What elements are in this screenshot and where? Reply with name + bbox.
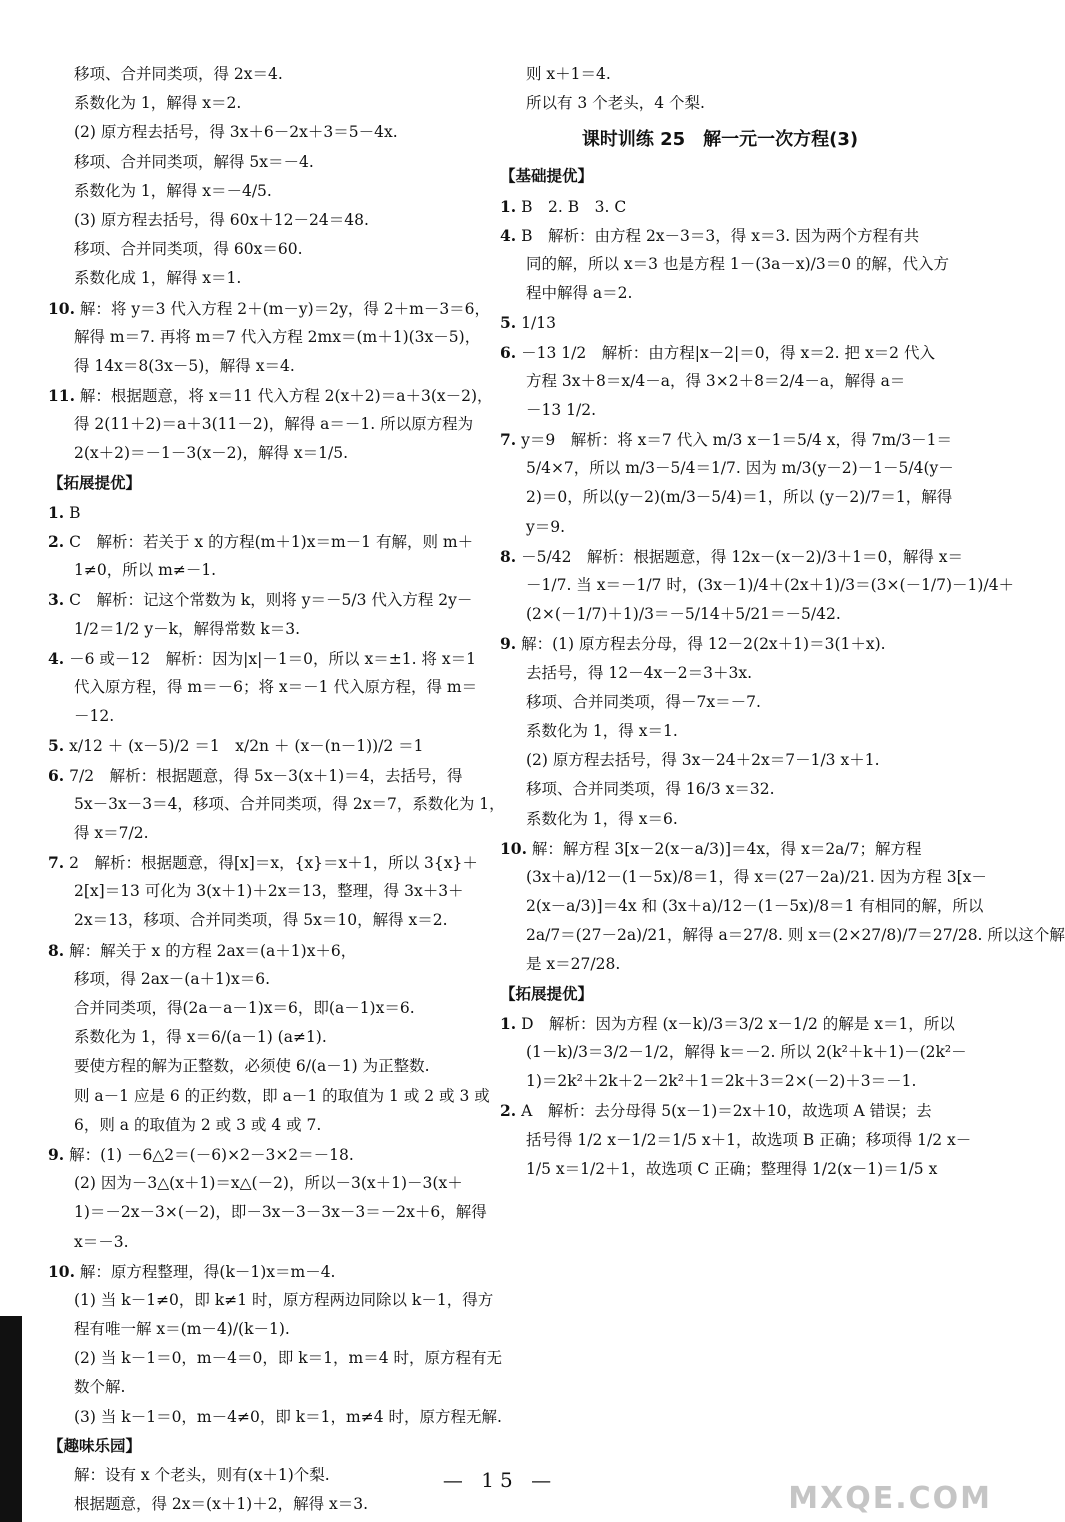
section-heading: 【基础提优】 bbox=[500, 167, 594, 186]
line-text: 解：解方程 3[x－2(x－a/3)]＝4x，得 x＝2a/7；解方程 bbox=[531, 839, 922, 858]
left-line bbox=[48, 1198, 485, 1227]
left-line bbox=[48, 819, 485, 848]
line-text: 5/4×7，所以 m/3－5/4＝1/7. 因为 m/3(y－2)－1－5/4(y－ bbox=[526, 459, 954, 478]
left-line bbox=[48, 498, 485, 527]
right-line bbox=[500, 921, 1065, 950]
line-text: 2(x－a/3)]＝4x 和 (3x＋a)/12－(1－5x)/8＝1 有相同的解，所以 bbox=[526, 897, 984, 916]
left-line bbox=[48, 118, 485, 147]
line-text: 2 解析：根据题意，得[x]＝x，{x}＝x＋1，所以 3{x}＋ bbox=[69, 854, 478, 873]
right-line bbox=[500, 746, 940, 775]
line-text: (2) 原方程去括号，得 3x＋6－2x＋3＝5－4x. bbox=[74, 123, 398, 142]
question-number: 1. bbox=[500, 1013, 517, 1033]
right-line bbox=[500, 338, 940, 367]
line-text: x＝－3. bbox=[74, 1232, 129, 1251]
left-line bbox=[48, 439, 485, 468]
right-line bbox=[500, 571, 1015, 600]
left-line bbox=[48, 89, 485, 118]
right-line bbox=[500, 717, 940, 746]
line-text: 2(x＋2)＝－1－3(x－2)，解得 x＝1/5. bbox=[74, 444, 349, 463]
question-number: 1. bbox=[48, 502, 65, 522]
line-text: 得 2(11＋2)＝a＋3(11－2)，解得 a＝－1. 所以原方程为 bbox=[74, 415, 474, 434]
left-line bbox=[48, 702, 485, 731]
line-text: －6 或－12 解析：因为|x|－1＝0，所以 x＝±1. 将 x＝1 bbox=[69, 649, 476, 668]
line-text: (1) 当 k－1≠0，即 k≠1 时，原方程两边同除以 k－1，得方 bbox=[74, 1290, 494, 1309]
right-line bbox=[500, 425, 952, 454]
line-text: 解：根据题意，将 x＝11 代入方程 2(x＋2)＝a＋3(x－2)， bbox=[79, 387, 493, 406]
line-text: y＝9 解析：将 x＝7 代入 m/3 x－1＝5/4 x，得 7m/3－1＝ bbox=[521, 431, 952, 450]
line-text: 则 a－1 应是 6 的正约数，即 a－1 的取值为 1 或 2 或 3 或 bbox=[74, 1086, 490, 1105]
question-number: 10. bbox=[500, 838, 527, 858]
line-text: 5x－3x－3＝4，移项、合并同类项，得 2x＝7，系数化为 1， bbox=[74, 794, 505, 813]
left-line bbox=[48, 1490, 485, 1519]
right-line bbox=[500, 1067, 940, 1096]
left-line bbox=[48, 556, 485, 585]
line-text: 同的解，所以 x＝3 也是方程 1－(3a－x)/3＝0 的解，代入方 bbox=[526, 254, 950, 273]
left-line bbox=[48, 761, 485, 790]
right-line bbox=[500, 513, 940, 542]
line-text: C 解析：若关于 x 的方程(m＋1)x＝m－1 有解，则 m＋ bbox=[69, 533, 474, 551]
line-text: 2[x]＝13 可化为 3(x＋1)＋2x＝13，整理，得 3x＋3＋ bbox=[74, 882, 464, 901]
left-line bbox=[48, 848, 485, 877]
left-line bbox=[48, 323, 485, 352]
line-text: －13 1/2. bbox=[526, 400, 597, 419]
section-heading: 【拓展提优】 bbox=[500, 984, 594, 1003]
line-text: 6，则 a 的取值为 2 或 3 或 4 或 7. bbox=[74, 1115, 322, 1134]
question-number: 9. bbox=[500, 634, 517, 654]
left-line bbox=[48, 644, 485, 673]
line-text: 括号得 1/2 x－1/2＝1/5 x＋1，故选项 B 正确；移项得 1/2 x－ bbox=[526, 1130, 972, 1149]
line-text: －1/7. 当 x＝－1/7 时，(3x－1)/4＋(2x＋1)/3＝(3×(－1/7)－1)/4＋ bbox=[526, 576, 1015, 594]
question-number: 1. bbox=[500, 196, 517, 216]
right-line bbox=[500, 1126, 972, 1155]
left-line bbox=[48, 936, 485, 965]
right-line bbox=[500, 775, 940, 804]
right-line bbox=[500, 892, 984, 921]
line-text: －12. bbox=[74, 707, 115, 726]
question-number: 10. bbox=[48, 298, 75, 318]
line-text: 合并同类项，得(2a－a－1)x＝6，即(a－1)x＝6. bbox=[74, 999, 415, 1017]
right-line bbox=[500, 454, 954, 483]
line-text: 得 14x＝8(3x－5)，解得 x＝4. bbox=[74, 356, 295, 375]
line-text: 解：解关于 x 的方程 2ax＝(a＋1)x＋6， bbox=[69, 941, 357, 960]
line-text: 要使方程的解为正整数，必须使 6/(a－1) 为正整数. bbox=[74, 1057, 430, 1076]
page-number: — 15 — bbox=[442, 1468, 558, 1492]
line-text: 则 x＋1＝4. bbox=[526, 65, 611, 83]
left-line bbox=[48, 673, 485, 702]
right-line bbox=[500, 308, 940, 337]
line-text: 移项、合并同类项，得 60x＝60. bbox=[74, 240, 303, 259]
right-line bbox=[500, 659, 940, 688]
watermark: MXQE.COM bbox=[788, 1481, 992, 1516]
line-text: D 解析：因为方程 (x－k)/3＝3/2 x－1/2 的解是 x＝1，所以 bbox=[521, 1014, 955, 1033]
line-text: (3) 原方程去括号，得 60x＋12－24＝48. bbox=[74, 210, 369, 229]
left-line bbox=[48, 1315, 485, 1344]
left-line bbox=[48, 381, 493, 410]
line-text: C 解析：记这个常数为 k，则将 y＝－5/3 代入方程 2y－ bbox=[69, 591, 473, 610]
left-line bbox=[48, 877, 485, 906]
left-line bbox=[48, 235, 485, 264]
question-number: 10. bbox=[48, 1261, 75, 1281]
left-line bbox=[48, 1169, 485, 1198]
line-text: 系数化为 1，解得 x＝－4/5. bbox=[74, 181, 272, 200]
left-line bbox=[48, 1140, 485, 1169]
left-line bbox=[48, 527, 485, 556]
line-text: 去括号，得 12－4x－2＝3＋3x. bbox=[526, 663, 753, 682]
line-text: (1－k)/3＝3/2－1/2，解得 k＝－2. 所以 2(k²＋k＋1)－(2k²－ bbox=[526, 1043, 967, 1061]
line-text: 是 x＝27/28. bbox=[526, 955, 621, 974]
question-number: 7. bbox=[500, 430, 517, 450]
line-text: (2) 原方程去括号，得 3x－24＋2x＝7－1/3 x＋1. bbox=[526, 751, 880, 770]
line-text: 系数化成 1，解得 x＝1. bbox=[74, 269, 242, 288]
line-text: B 2. B 3. C bbox=[521, 197, 627, 216]
line-text: 程有唯一解 x＝(m－4)/(k－1). bbox=[74, 1320, 290, 1339]
line-text: 1)＝2k²＋2k＋2－2k²＋1＝2k＋3＝2×(－2)＋3＝－1. bbox=[526, 1072, 917, 1091]
left-line bbox=[48, 1023, 485, 1052]
right-line bbox=[500, 279, 940, 308]
right-line bbox=[500, 688, 940, 717]
left-line bbox=[48, 790, 505, 819]
line-text: 2x＝13，移项、合并同类项，得 5x＝10，解得 x＝2. bbox=[74, 911, 448, 930]
line-text: (3x＋a)/12－(1－5x)/8＝1，得 x＝(27－2a)/21. 因为方程 3[x－ bbox=[526, 867, 987, 886]
line-text: B 解析：由方程 2x－3＝3，得 x＝3. 因为两个方程有共 bbox=[521, 226, 920, 245]
left-line bbox=[48, 206, 485, 235]
section-heading: 【趣味乐园】 bbox=[48, 1436, 142, 1455]
left-line bbox=[48, 1286, 494, 1315]
section-heading: 【拓展提优】 bbox=[48, 473, 142, 492]
right-line bbox=[500, 60, 940, 89]
question-number: 4. bbox=[500, 225, 517, 245]
line-text: 代入原方程，得 m＝－6；将 x＝－1 代入原方程，得 m＝ bbox=[74, 677, 478, 696]
line-text: 所以有 3 个老头，4 个梨. bbox=[526, 94, 705, 113]
line-text: 系数化为 1，得 x＝6/(a－1) (a≠1). bbox=[74, 1028, 327, 1047]
right-line bbox=[500, 542, 963, 571]
question-number: 2. bbox=[500, 1101, 517, 1121]
left-line bbox=[48, 264, 485, 293]
left-column bbox=[48, 60, 505, 1519]
right-line bbox=[500, 396, 940, 425]
line-text: B bbox=[69, 503, 81, 522]
line-text: 得 x＝7/2. bbox=[74, 823, 149, 842]
question-number: 9. bbox=[48, 1144, 65, 1164]
right-column bbox=[500, 60, 1065, 1184]
line-text: 解：(1) －6△2＝(－6)×2－3×2＝－18. bbox=[69, 1145, 354, 1164]
line-text: 解：(1) 原方程去分母，得 12－2(2x＋1)＝3(1＋x). bbox=[521, 635, 886, 654]
line-text: 解：原方程整理，得(k－1)x＝m－4. bbox=[79, 1262, 336, 1281]
left-line bbox=[48, 731, 485, 760]
left-line bbox=[48, 60, 485, 89]
line-text: －13 1/2 解析：由方程|x－2|＝0，得 x＝2. 把 x＝2 代入 bbox=[521, 343, 935, 362]
right-line bbox=[500, 192, 940, 221]
right-line bbox=[500, 1038, 967, 1067]
right-line bbox=[500, 834, 940, 863]
right-line bbox=[500, 950, 940, 979]
left-line bbox=[48, 410, 485, 439]
line-text: y＝9. bbox=[526, 517, 566, 536]
right-line bbox=[500, 367, 940, 396]
line-text: x/12 ＋ (x－5)/2 ＝1 x/2n ＋ (x－(n－1))/2 ＝1 bbox=[69, 737, 424, 756]
line-text: 解：将 y＝3 代入方程 2＋(m－y)＝2y，得 2＋m－3＝6， bbox=[79, 299, 491, 318]
line-text: 移项、合并同类项，得 2x＝4. bbox=[74, 65, 283, 83]
left-line bbox=[48, 994, 485, 1023]
question-number: 5. bbox=[48, 736, 65, 756]
question-number: 7. bbox=[48, 853, 65, 873]
line-text: 移项、合并同类项，得－7x＝－7. bbox=[526, 692, 761, 711]
left-line bbox=[48, 177, 485, 206]
line-text: 7/2 解析：根据题意，得 5x－3(x＋1)＝4，去括号，得 bbox=[69, 766, 463, 785]
right-line bbox=[500, 89, 940, 118]
question-number: 3. bbox=[48, 590, 65, 610]
line-text: 1)＝－2x－3×(－2)，即－3x－3－3x－3＝－2x＋6，解得 bbox=[74, 1203, 487, 1222]
left-line bbox=[48, 1111, 485, 1140]
line-text: (3) 当 k－1＝0，m－4≠0，即 k＝1，m≠4 时，原方程无解. bbox=[74, 1407, 502, 1426]
line-text: 移项、合并同类项，解得 5x＝－4. bbox=[74, 152, 314, 171]
question-number: 5. bbox=[500, 313, 517, 333]
line-text: 1/13 bbox=[521, 314, 556, 333]
question-number: 8. bbox=[48, 940, 65, 960]
line-text: 根据题意，得 2x＝(x＋1)＋2，解得 x＝3. bbox=[74, 1495, 369, 1514]
line-text: 系数化为 1，解得 x＝2. bbox=[74, 94, 242, 113]
line-text: (2×(－1/7)＋1)/3＝－5/14＋5/21＝－5/42. bbox=[526, 605, 841, 624]
line-text: (2) 因为－3△(x＋1)＝x△(－2)，所以－3(x＋1)－3(x＋ bbox=[74, 1174, 463, 1193]
line-text: 2a/7＝(27－2a)/21，解得 a＝27/8. 则 x＝(2×27/8)/7＝27/28. 所以这个解 bbox=[526, 926, 1065, 945]
line-text: 1/5 x＝1/2＋1，故选项 C 正确；整理得 1/2(x－1)＝1/5 x bbox=[526, 1159, 938, 1178]
line-text: 1/2＝1/2 y－k，解得常数 k＝3. bbox=[74, 619, 301, 638]
left-line bbox=[48, 1082, 490, 1111]
line-text: (2) 当 k－1＝0，m－4＝0，即 k＝1，m＝4 时，原方程有无 bbox=[74, 1349, 503, 1368]
line-text: 数个解. bbox=[74, 1378, 126, 1397]
line-text: 解：设有 x 个老头，则有(x＋1)个梨. bbox=[74, 1466, 330, 1484]
line-text: 系数化为 1，得 x＝6. bbox=[526, 809, 678, 828]
line-text: 2)＝0，所以(y－2)(m/3－5/4)＝1，所以 (y－2)/7＝1，解得 bbox=[526, 488, 953, 507]
line-text: 方程 3x＋8＝x/4－a，得 3×2＋8＝2/4－a，解得 a＝ bbox=[526, 371, 906, 390]
left-line bbox=[48, 1228, 485, 1257]
left-line bbox=[48, 1373, 485, 1402]
left-line bbox=[48, 148, 485, 177]
left-line bbox=[48, 1403, 502, 1432]
right-line bbox=[500, 629, 940, 658]
question-number: 6. bbox=[48, 765, 65, 785]
right-line bbox=[500, 483, 953, 512]
line-text: 系数化为 1，得 x＝1. bbox=[526, 721, 678, 740]
line-text: 移项、合并同类项，得 16/3 x＝32. bbox=[526, 780, 775, 799]
line-text: 移项，得 2ax－(a＋1)x＝6. bbox=[74, 969, 270, 988]
right-line bbox=[500, 250, 950, 279]
question-number: 4. bbox=[48, 648, 65, 668]
right-line bbox=[500, 1155, 940, 1184]
left-line bbox=[48, 965, 485, 994]
left-line bbox=[48, 1344, 503, 1373]
line-text: 1≠0，所以 m≠－1. bbox=[74, 561, 217, 580]
lesson-title: 课时训练 25 解一元一次方程(3) bbox=[581, 129, 859, 151]
right-line bbox=[500, 863, 987, 892]
line-text: 程中解得 a＝2. bbox=[526, 284, 633, 303]
question-number: 8. bbox=[500, 546, 517, 566]
right-line bbox=[500, 805, 940, 834]
left-line bbox=[48, 615, 485, 644]
left-line bbox=[48, 352, 485, 381]
right-line bbox=[500, 600, 940, 629]
right-line bbox=[500, 1096, 940, 1125]
question-number: 11. bbox=[48, 386, 75, 406]
right-line bbox=[500, 1009, 955, 1038]
line-text: A 解析：去分母得 5(x－1)＝2x＋10，故选项 A 错误；去 bbox=[521, 1102, 932, 1121]
left-line bbox=[48, 906, 485, 935]
left-line bbox=[48, 1052, 485, 1081]
line-text: －5/42 解析：根据题意，得 12x－(x－2)/3＋1＝0，解得 x＝ bbox=[521, 547, 963, 566]
question-number: 6. bbox=[500, 342, 517, 362]
line-text: 解得 m＝7. 再将 m＝7 代入方程 2mx＝(m＋1)(3x－5)， bbox=[74, 327, 481, 346]
question-number: 2. bbox=[48, 532, 65, 551]
left-line bbox=[48, 1257, 485, 1286]
left-line bbox=[48, 585, 485, 614]
left-line bbox=[48, 294, 491, 323]
right-line bbox=[500, 221, 940, 250]
